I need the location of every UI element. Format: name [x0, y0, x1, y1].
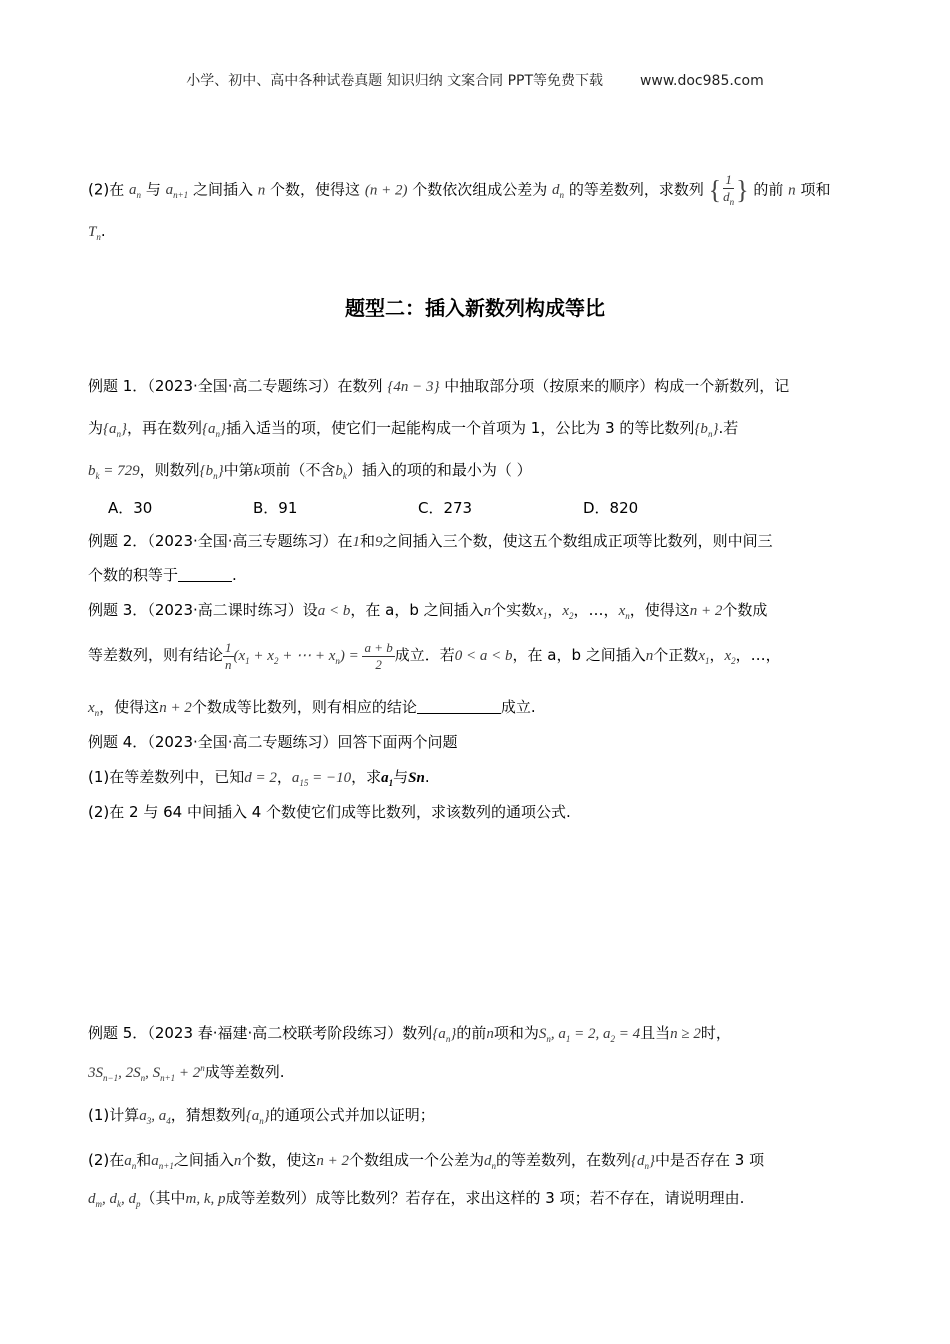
example-1-line-3: $b_k = 729$，则数列$\{b_n\}$中第k项前（不含$b_k$）插入的项的和最小为（ ） — [88, 461, 532, 481]
example-3-line-3: $x_n$，使得这n + 2个数成等比数列，则有相应的结论 成立. — [88, 698, 536, 718]
example-2-line-2: 个数的积等于 . — [88, 566, 237, 584]
example-5-question-2-cont: $d_m$, $d_k$, $d_p$（其中m, k, p成等差数列）成等比数列？若存在，求出这样的 3 项；若不存在，请说明理由. — [88, 1189, 745, 1209]
example-2-line-1: 例题 2．（2023·全国·高三专题练习）在1和9之间插入三个数，使这五个数组成正项等比数列，则中间三 — [88, 532, 773, 550]
answer-blank[interactable] — [178, 567, 232, 582]
example-5-question-1: (1)计算$a_3$, $a_4$，猜想数列$\{a_n\}$的通项公式并加以证明； — [88, 1106, 435, 1126]
example-1-line-1: 例题 1．（2023·全国·高二专题练习）在数列 {4n − 3} 中抽取部分项（按原来的顺序）构成一个新数列，记 — [88, 377, 790, 395]
answer-blank[interactable] — [417, 699, 501, 714]
example-3-line-1: 例题 3．（2023·高二课时练习）设a < b，在 a，b 之间插入n个实数$x_1$，$x_2$，…，$x_n$，使得这n + 2个数成 — [88, 601, 768, 621]
example-4-line-1: 例题 4．（2023·全国·高二专题练习）回答下面两个问题 — [88, 733, 458, 751]
example-5-line-1: 例题 5．（2023 春·福建·高二校联考阶段练习）数列$\{a_n\}$的前n项和为$S_n$, $a_1 = 2$, $a_2 = 4$且当n ≥ 2时， — [88, 1024, 731, 1044]
header-url: www.doc985.com — [639, 73, 764, 89]
prev-part-line-2: $T_n$. — [88, 222, 106, 242]
example-4-question-1: (1)在等差数列中，已知d = 2，$a_{15} = -10$，求$a_1$与Sn. — [88, 768, 430, 788]
example-4-question-2: (2)在 2 与 64 中间插入 4 个数使它们成等比数列，求该数列的通项公式. — [88, 803, 571, 821]
example-1-option-d[interactable]: D．820 — [583, 499, 639, 517]
header-text: 小学、初中、高中各种试卷真题 知识归纳 文案合同 PPT等免费下载 — [186, 73, 604, 89]
page-header — [0, 70, 950, 90]
example-5-question-2: (2)在$a_n$和$a_{n+1}$之间插入n个数，使这n + 2个数组成一个公差为$d_n$的等差数列，在数列$\{d_n\}$中是否存在 3 项 — [88, 1151, 765, 1171]
example-1-option-a[interactable]: A．30 — [108, 499, 153, 517]
example-5-line-2: $3S_{n-1}$, $2S_n$, $S_{n+1} + 2^n$成等差数列. — [88, 1063, 285, 1083]
example-3-line-2: 等差数列，则有结论 $\frac{1}{n}$ ($x_1 + x_2$ + ⋯ + $x_n$) = $\frac{a + b}{2}$ 成立．若0 < a < b，在 a，b 之间插入n个正数$x_1$，$x_2$，…， — [88, 640, 781, 672]
section-title: 题型二：插入新数列构成等比 — [345, 296, 605, 320]
example-1-option-b[interactable]: B．91 — [253, 499, 298, 517]
example-1-line-2: 为$\{a_n\}$，再在数列$\{a_n\}$插入适当的项，使它们一起能构成一个首项为 1，公比为 3 的等比数列$\{b_n\}$.若 — [88, 419, 739, 439]
example-1-option-c[interactable]: C．273 — [418, 499, 473, 517]
prev-part-line-1: (2)在 $a_n$ 与 $a_{n+1}$ 之间插入 n 个数，使得这 (n + 2) 个数依次组成公差为 $d_n$ 的等差数列，求数列 { $\frac{1}{d_n}$ } 的前 n 项和 — [88, 172, 831, 207]
